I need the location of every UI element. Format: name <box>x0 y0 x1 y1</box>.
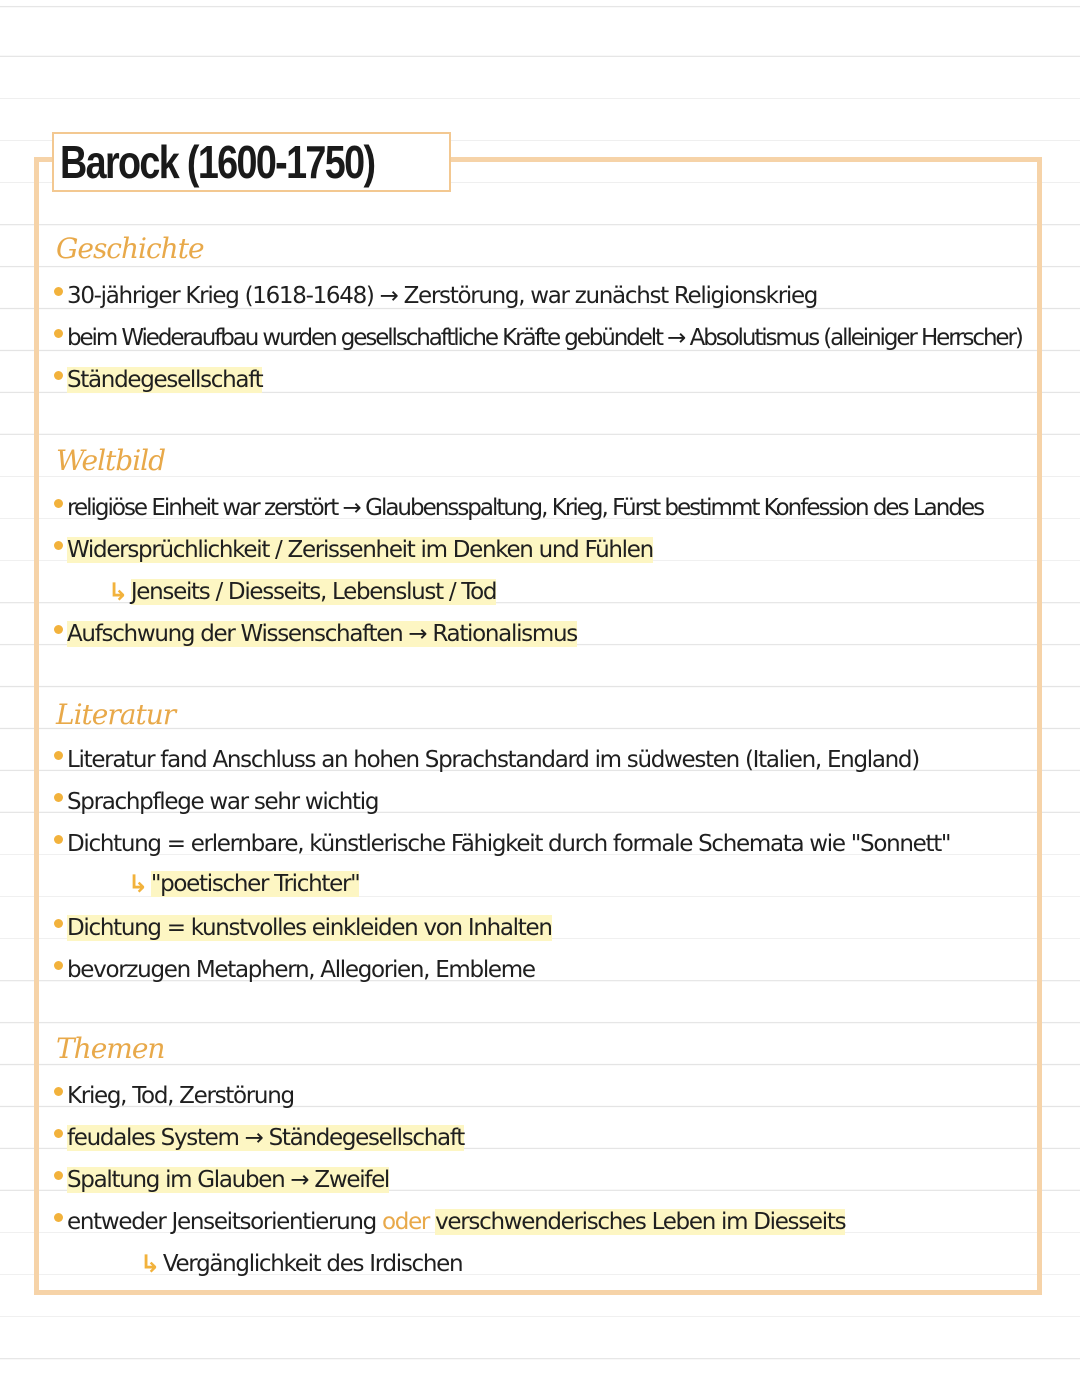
list-item <box>54 362 262 398</box>
page-title: Barock (1600-1750) <box>60 136 375 188</box>
list-item-text: religiöse Einheit war zerstört → Glaubensspaltung, Krieg, Fürst bestimmt Konfession des Landes <box>67 495 984 521</box>
list-item-text-part1: entweder Jenseitsorientierung <box>67 1209 376 1235</box>
bullet-icon <box>54 919 63 928</box>
section-heading-literatur: Literatur <box>56 698 176 731</box>
list-item-text: bevorzugen Metaphern, Allegorien, Embleme <box>67 957 535 983</box>
list-item <box>54 1204 845 1240</box>
bullet-icon <box>54 625 63 634</box>
list-item-text: "poetischer Trichter" <box>150 871 360 897</box>
list-item-text: Spaltung im Glauben → Zweifel <box>67 1167 390 1193</box>
list-item-text: Krieg, Tod, Zerstörung <box>67 1083 294 1109</box>
section-heading-geschichte: Geschichte <box>56 232 204 265</box>
list-item <box>54 616 577 652</box>
bullet-icon <box>54 329 63 338</box>
sub-arrow-icon: ↳ <box>128 870 147 898</box>
list-item-text: Dichtung = erlernbare, künstlerische Fähigkeit durch formale Schemata wie "Sonnett" <box>67 831 951 857</box>
list-item <box>54 278 817 314</box>
list-item <box>54 952 535 988</box>
list-item <box>54 742 919 778</box>
bullet-icon <box>54 371 63 380</box>
list-item-text: Ständegesellschaft <box>67 367 263 393</box>
list-item-text: 30-jähriger Krieg (1618-1648) → Zerstörung, war zunächst Religionskrieg <box>67 283 818 309</box>
list-item-text-part2: verschwenderisches Leben im Diesseits <box>435 1209 846 1235</box>
bullet-icon <box>54 751 63 760</box>
section-heading-weltbild: Weltbild <box>56 444 166 477</box>
list-item <box>54 826 950 862</box>
sub-arrow-icon: ↳ <box>140 1250 159 1278</box>
list-item <box>54 532 653 568</box>
list-item-text: Widersprüchlichkeit / Zerissenheit im Denken und Fühlen <box>67 537 653 563</box>
list-item-text: Literatur fand Anschluss an hohen Sprachstandard im südwesten (Italien, England) <box>67 747 919 773</box>
sub-arrow-icon: ↳ <box>108 578 127 606</box>
list-item <box>54 1078 294 1114</box>
title-box <box>52 132 451 192</box>
list-item-text: Sprachpflege war sehr wichtig <box>67 789 379 815</box>
list-item <box>54 1162 389 1198</box>
list-item-text: Dichtung = kunstvolles einkleiden von Inhalten <box>67 915 552 941</box>
bullet-icon <box>54 541 63 550</box>
list-item <box>54 910 552 946</box>
bullet-icon <box>54 835 63 844</box>
list-item <box>54 490 983 526</box>
list-item-text: Jenseits / Diesseits, Lebenslust / Tod <box>130 579 497 605</box>
list-item-text: Vergänglichkeit des Irdischen <box>162 1251 463 1277</box>
bullet-icon <box>54 1087 63 1096</box>
bullet-icon <box>54 961 63 970</box>
sub-list-item <box>128 866 359 902</box>
section-heading-themen: Themen <box>56 1032 165 1065</box>
bullet-icon <box>54 287 63 296</box>
bullet-icon <box>54 1213 63 1222</box>
list-item-text: feudales System → Ständegesellschaft <box>67 1125 464 1151</box>
list-item-text-conjunction: oder <box>382 1209 430 1235</box>
list-item <box>54 1120 464 1156</box>
bullet-icon <box>54 1171 63 1180</box>
sub-list-item <box>140 1246 462 1282</box>
list-item <box>54 320 1022 356</box>
list-item <box>54 784 378 820</box>
bullet-icon <box>54 1129 63 1138</box>
list-item-text: Aufschwung der Wissenschaften → Rationalismus <box>67 621 577 647</box>
list-item-text: beim Wiederaufbau wurden gesellschaftliche Kräfte gebündelt → Absolutismus (alleiniger Herrscher) <box>67 325 1022 351</box>
bullet-icon <box>54 499 63 508</box>
sub-list-item <box>108 574 496 610</box>
bullet-icon <box>54 793 63 802</box>
